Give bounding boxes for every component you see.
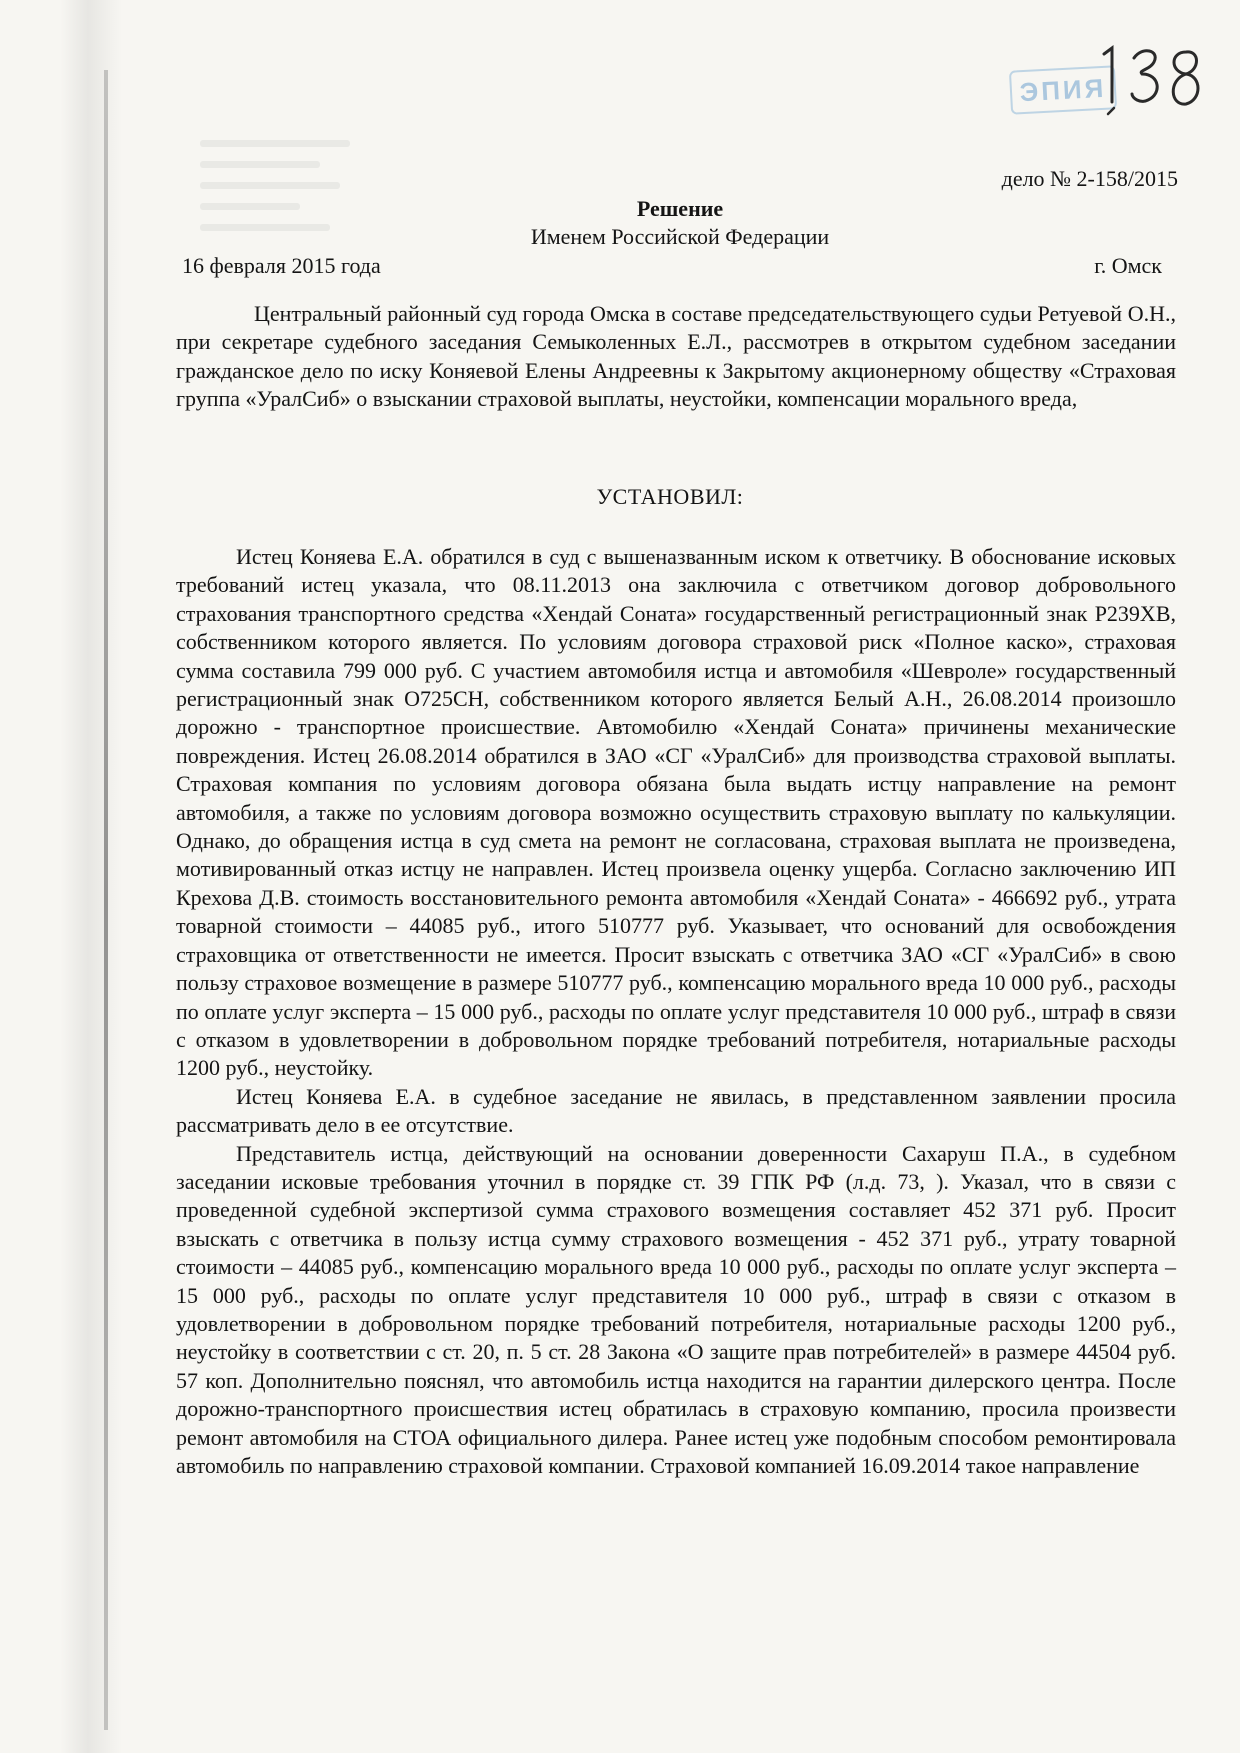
document-title: Решение bbox=[636, 196, 724, 221]
paragraph: Истец Коняева Е.А. в судебное заседание не явилась, в представленном заявлении просила рассматривать дело в ее отсутствие. bbox=[176, 1083, 1176, 1138]
main-body bbox=[176, 543, 1176, 1480]
document-subtitle: Именем Российской Федерации bbox=[530, 224, 830, 249]
binding-shadow bbox=[60, 0, 122, 1753]
case-number: дело № 2-158/2015 bbox=[1001, 166, 1178, 191]
date-city-line bbox=[182, 253, 1162, 279]
city: г. Омск bbox=[1094, 253, 1162, 278]
binding-edge bbox=[104, 70, 108, 1730]
section-heading: УСТАНОВИЛ: bbox=[596, 484, 744, 509]
paragraph: Представитель истца, действующий на основании доверенности Сахаруш П.А., в судебном заседании исковые требования уточнил в порядке ст. 39 ГПК РФ (л.д. 73, ). Указал, что в связи с проведенной судебной экспертизой сумма страхового возмещения составляет 452 371 руб. Просит взыскать с ответчика в пользу истца сумму страхового возмещения - 452 371 руб., утрату товарной стоимости – 44085 руб., компенсацию морального вреда 10 000 руб., расходы по оплате услуг эксперта – 15 000 руб., расходы по оплате услуг представителя 10 000 руб., штраф в связи с отказом в удовлетворении в добровольном порядке требований потребителя, нотариальные расходы 1200 руб., неустойку в соответствии с ст. 20, п. 5 ст. 28 Закона «О защите прав потребителей» в размере 44504 руб. 57 коп. Дополнительно пояснял, что автомобиль истца находится на гарантии дилерского центра. После дорожно-транспортного происшествия истец обратилась в страховую компанию, просила произвести ремонт автомобиля на СТОА официального дилера. Ранее истец уже подобным способом ремонтировала автомобиль по направлению страховой компании. Страховой компанией 16.09.2014 такое направление bbox=[176, 1140, 1176, 1478]
handwritten-page-number bbox=[1098, 44, 1218, 124]
intro-text: Центральный районный суд города Омска в составе председательствующего судьи Ретуевой О.Н., при секретаре судебного заседания Семыколенных Е.Л., рассмотрев в открытом судебном заседании гражданское дело по иску Коняевой Елены Андреевны к Закрытому акционерному обществу «Страховая группа «УралСиб» о взыскании страховой выплаты, неустойки, компенсации морального вреда, bbox=[176, 301, 1176, 412]
decision-date: 16 февраля 2015 года bbox=[182, 253, 381, 278]
copy-stamp: ЭПИЯ bbox=[1009, 65, 1117, 114]
paragraph: Истец Коняева Е.А. обратился в суд с вышеназванным иском к ответчику. В обоснование исковых требований истец указала, что 08.11.2013 она заключила с ответчиком договор добровольного страхования транспортного средства «Хендай Соната» государственный регистрационный знак Р239ХВ, собственником которого является. По условиям договора страховой риск «Полное каско», страховая сумма составила 799 000 руб. С участием автомобиля истца и автомобиля «Шевроле» государственный регистрационный знак О725СН, собственником которого является Белый А.Н., 26.08.2014 произошло дорожно - транспортное происшествие. Автомобилю «Хендай Соната» причинены механические повреждения. Истец 26.08.2014 обратился в ЗАО «СГ «УралСиб» для производства страховой выплаты. Страховая компания по условиям договора обязана была выдать истцу направление на ремонт автомобиля, а также по условиям договора возможно осуществить страховую выплату по калькуляции. Однако, до обращения истца в суд смета на ремонт не согласована, страховая выплата не произведена, мотивированный отказ истцу не направлен. Истец произвела оценку ущерба. Согласно заключению ИП Крехова Д.В. стоимость восстановительного ремонта автомобиля «Хендай Соната» - 466692 руб., утрата товарной стоимости – 44085 руб., итого 510777 руб. Указывает, что оснований для освобождения страховщика от ответственности не имеется. Просит взыскать с ответчика ЗАО «СГ «УралСиб» в свою пользу страховое возмещение в размере 510777 руб., компенсацию морального вреда 10 000 руб., расходы по оплате услуг эксперта – 15 000 руб., расходы по оплате услуг представителя 10 000 руб., штраф в связи с отказом в удовлетворении в добровольном порядке требований потребителя, нотариальные расходы 1200 руб., неустойку. bbox=[176, 544, 1176, 1081]
intro-paragraph bbox=[176, 300, 1176, 414]
